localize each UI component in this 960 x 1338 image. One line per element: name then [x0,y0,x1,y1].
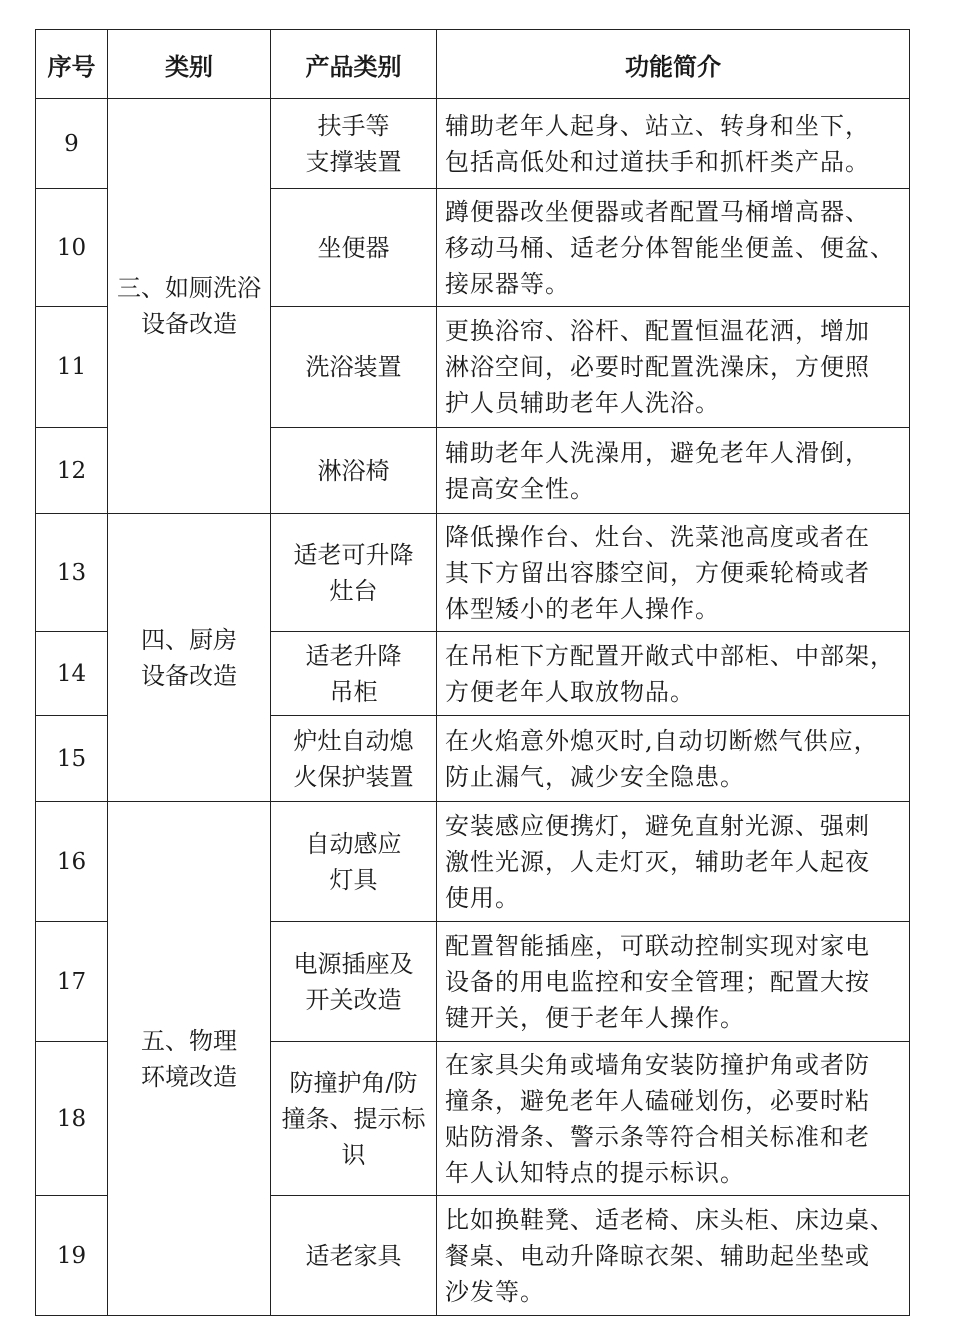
description-cell: 在家具尖角或墙角安装防撞护角或者防 撞条，避免老年人磕碰划伤，必要时粘 贴防滑条、警示条等符合相关标准和老 年人认知特点的提示标识。 [437,1042,910,1196]
product-cell: 适老家具 [271,1196,437,1316]
description-cell: 更换浴帘、浴杆、配置恒温花洒，增加 淋浴空间，必要时配置洗澡床，方便照 护人员辅助老年人洗浴。 [437,307,910,428]
product-cell: 坐便器 [271,189,437,307]
product-cell: 自动感应 灯具 [271,802,437,922]
category-label: 设备改造 [141,310,237,338]
header-product: 产品类别 [271,30,437,99]
header-num: 序号 [36,30,108,99]
table-row [36,802,910,922]
header-description: 功能简介 [437,30,910,99]
row-number: 17 [36,922,108,1042]
row-number: 14 [36,632,108,716]
header-row [36,30,910,99]
category-cell [108,99,271,514]
category-label: 四、厨房 [141,625,237,654]
row-number: 11 [36,307,108,428]
product-cell: 防撞护角/防 撞条、提示标 识 [271,1042,437,1196]
row-number: 15 [36,716,108,802]
product-cell: 洗浴装置 [271,307,437,428]
product-cell: 炉灶自动熄 火保护装置 [271,716,437,802]
category-label: 设备改造 [141,661,237,690]
row-number: 18 [36,1042,108,1196]
product-cell: 淋浴椅 [271,428,437,514]
description-cell: 配置智能插座，可联动控制实现对家电 设备的用电监控和安全管理；配置大按 键开关，便于老年人操作。 [437,922,910,1042]
category-cell [108,514,271,802]
category-cell [108,802,271,1316]
row-number: 10 [36,189,108,307]
row-number: 16 [36,802,108,922]
product-cell: 适老可升降 灶台 [271,514,437,632]
description-cell: 在吊柜下方配置开敞式中部柜、中部架， 方便老年人取放物品。 [437,632,910,716]
description-cell: 安装感应便携灯，避免直射光源、强刺 激性光源，人走灯灭，辅助老年人起夜 使用。 [437,802,910,922]
row-number: 19 [36,1196,108,1316]
row-number: 13 [36,514,108,632]
row-number: 12 [36,428,108,514]
product-cell: 电源插座及 开关改造 [271,922,437,1042]
description-cell: 辅助老年人洗澡用，避免老年人滑倒， 提高安全性。 [437,428,910,514]
row-number: 9 [36,99,108,189]
product-cell: 扶手等 支撑装置 [271,99,437,189]
product-cell: 适老升降 吊柜 [271,632,437,716]
description-cell: 在火焰意外熄灭时,自动切断燃气供应， 防止漏气，减少安全隐患。 [437,716,910,802]
description-cell: 降低操作台、灶台、洗菜池高度或者在 其下方留出容膝空间，方便乘轮椅或者 体型矮小的老年人操作。 [437,514,910,632]
description-cell: 辅助老年人起身、站立、转身和坐下， 包括高低处和过道扶手和抓杆类产品。 [437,99,910,189]
device-table [35,29,910,1316]
category-label: 五、物理 [141,1026,237,1055]
category-label: 环境改造 [141,1062,237,1091]
table-row [36,514,910,632]
table-row [36,99,910,189]
header-category: 类别 [108,30,271,99]
description-cell: 比如换鞋凳、适老椅、床头柜、床边桌、 餐桌、电动升降晾衣架、辅助起坐垫或 沙发等。 [437,1196,910,1316]
description-cell: 蹲便器改坐便器或者配置马桶增高器、 移动马桶、适老分体智能坐便盖、便盆、 接尿器等。 [437,189,910,307]
category-label: 三、如厕洗浴 [117,274,261,302]
